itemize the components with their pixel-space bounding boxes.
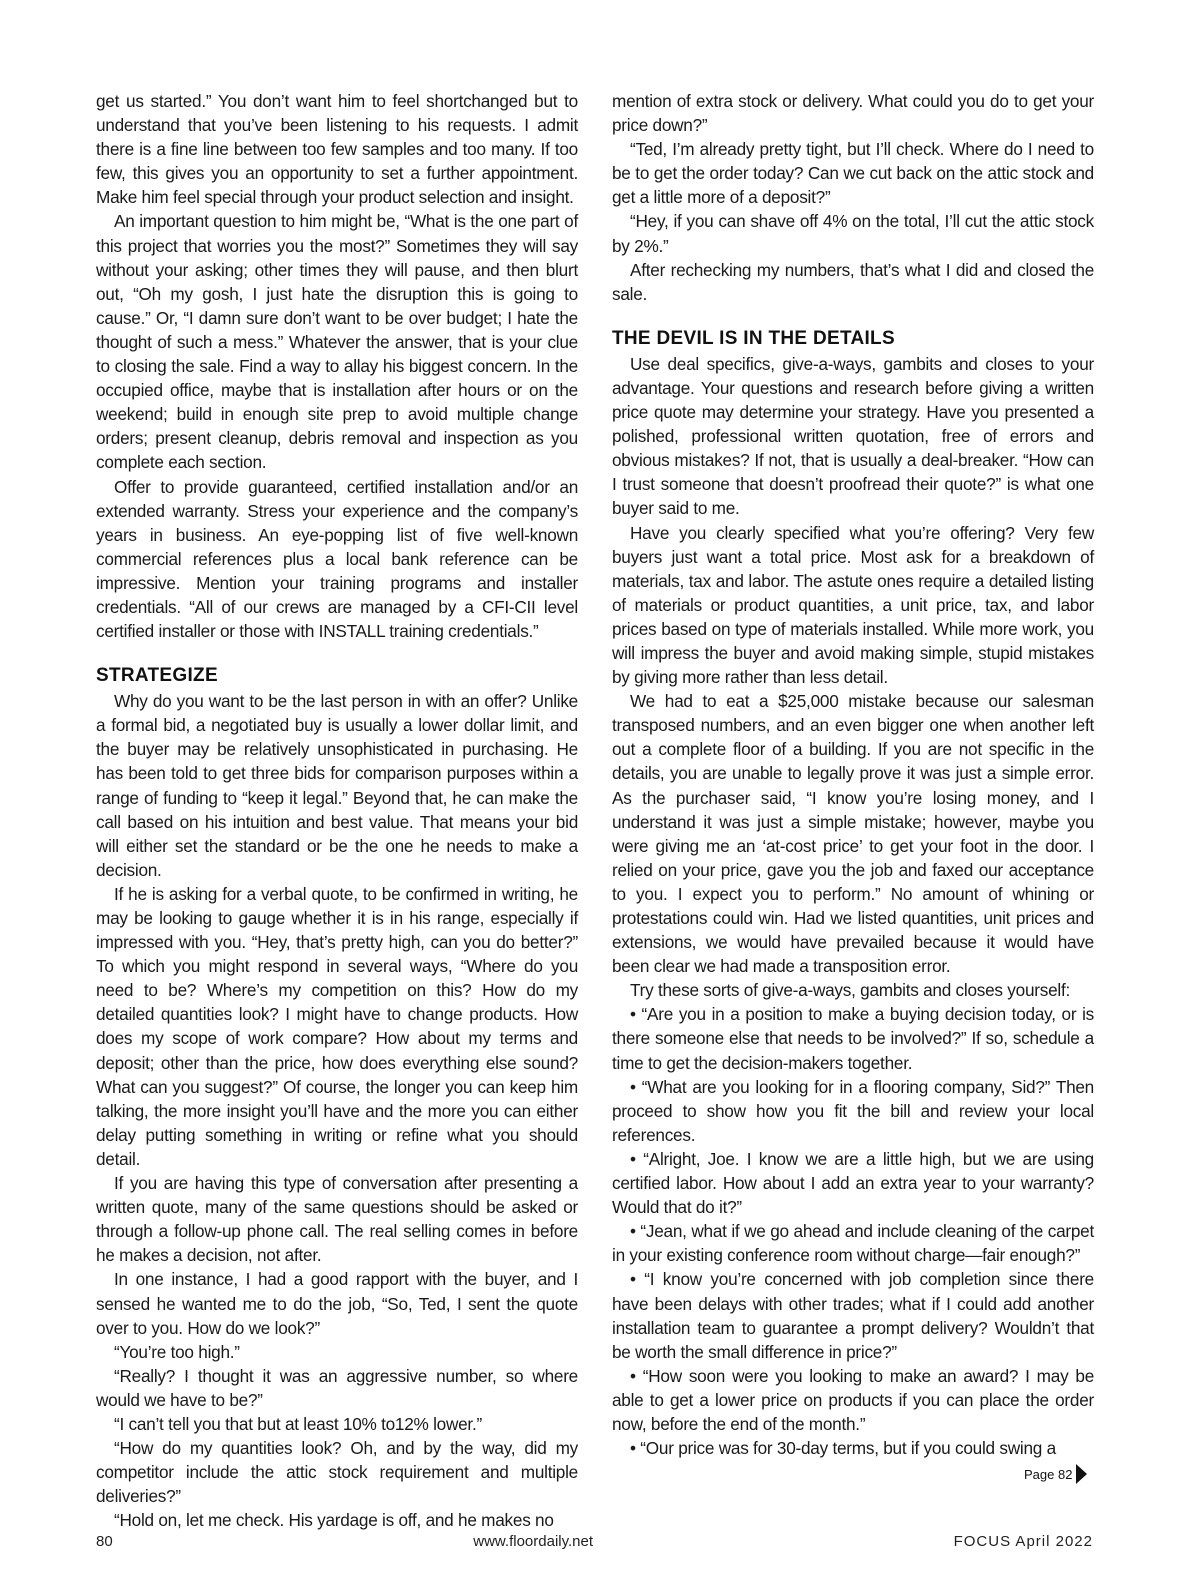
- paragraph: get us started.” You don’t want him to feel shortchanged but to understand that you’ve been listening to his requests. I admit there is a fine line between too few samples and too many. If too few, this gives you an opportunity to set a further appointment. Make him feel special through your product selection and insight.: [96, 91, 578, 208]
- paragraph: Have you clearly specified what you’re offering? Very few buyers just want a total price. Most ask for a breakdown of materials, tax and labor. The astute ones require a detailed listing of materials or product quantities, a unit price, tax, and labor prices based on type of materials installed. While more work, you will impress the buyer and avoid making simple, stupid mistakes by giving more rather than less detail.: [612, 522, 1094, 688]
- section-heading: THE DEVIL IS IN THE DETAILS: [612, 327, 895, 349]
- paragraph: If you are having this type of conversation after presenting a written quote, many of the same questions should be asked or through a follow-up phone call. The real selling comes in before he makes a decision, not after.: [96, 1173, 578, 1266]
- right-column: [612, 89, 1094, 1460]
- paragraph: “Really? I thought it was an aggressive number, so where would we have to be?”: [96, 1365, 578, 1410]
- magazine-issue: FOCUS April 2022: [953, 1533, 1093, 1550]
- paragraph: If he is asking for a verbal quote, to be confirmed in writing, he may be looking to gauge whether it is in his range, especially if impressed with you. “Hey, that’s pretty high, can you do better?” To which you might respond in several ways, “Where do you need to be? Where’s my competition on this? How do my detailed quantities look? I might have to change products. How does my scope of work compare? How about my terms and deposit; other than the price, how does everything else sound? What can you suggest?” Of course, the longer you can keep him talking, the more insight you’ll have and the more you can either delay putting something in writing or refine what you should detail.: [96, 883, 578, 1169]
- paragraph: Why do you want to be the last person in with an offer? Unlike a formal bid, a negotiated buy is usually a lower dollar limit, and the buyer may be relatively unsophisticated in purchasing. He has been told to get three bids for comparison purposes within a range of funding to “keep it legal.” Beyond that, he can make the call based on his intuition and best value. That means your bid will either set the standard or be the one he needs to make a decision.: [96, 691, 578, 880]
- arrow-right-icon: [1076, 1464, 1087, 1484]
- paragraph: “Hold on, let me check. His yardage is off, and he makes no: [114, 1510, 554, 1531]
- paragraph: “I can’t tell you that but at least 10% to12% lower.”: [114, 1413, 482, 1434]
- paragraph: • “What are you looking for in a flooring company, Sid?” Then proceed to show how you fit the bill and review your local references.: [612, 1076, 1094, 1145]
- paragraph: Use deal specifics, give-a-ways, gambits and closes to your advantage. Your questions and research before giving a written price quote may determine your strategy. Have you presented a polished, professional written quotation, free of errors and obvious mistakes? If not, that is usually a deal-breaker. “How can I trust someone that doesn’t proofread their quote?” is what one buyer said to me.: [612, 353, 1094, 519]
- page-number: 80: [96, 1533, 113, 1550]
- paragraph: We had to eat a $25,000 mistake because our salesman transposed numbers, and an even bigger one when another left out a complete floor of a building. If you are not specific in the details, you are unable to legally prove it was just a simple error. As the purchaser said, “I know you’re losing money, and I understand it was just a simple mistake; however, maybe you were giving me an ‘at-cost price’ to get your foot in the door. I relied on your price, gave you the job and faxed our acceptance to you. I expect you to perform.” No amount of whining or protestations could win. Had we listed quantities, unit prices and extensions, we would have prevailed because it would have been clear we had made a transposition error.: [612, 691, 1094, 977]
- paragraph: “Hey, if you can shave off 4% on the total, I’ll cut the attic stock by 2%.”: [612, 211, 1094, 256]
- paragraph: An important question to him might be, “What is the one part of this project that worries you the most?” Sometimes they will say without your asking; other times they will pause, and then blurt out, “Oh my gosh, I just hate the disruption this is going to cause.” Or, “I damn sure don’t want to be over budget; I hate the thought of such a mess.” Whatever the answer, that is your clue to closing the sale. Find a way to allay his biggest concern. In the occupied office, maybe that is installation after hours or on the weekend; build in enough site prep to avoid multiple change orders; present cleanup, debris removal and inspection as you complete each section.: [96, 211, 578, 473]
- page-footer: [96, 1533, 1093, 1550]
- paragraph: • “Jean, what if we go ahead and include cleaning of the carpet in your existing conference room without charge—fair enough?”: [612, 1221, 1094, 1266]
- paragraph: After rechecking my numbers, that’s what I did and closed the sale.: [612, 259, 1094, 304]
- paragraph: • “How soon were you looking to make an award? I may be able to get a lower price on products if you can place the order now, before the end of the month.”: [612, 1365, 1094, 1434]
- paragraph: “Ted, I’m already pretty tight, but I’ll check. Where do I need to be to get the order today? Can we cut back on the attic stock and get a little more of a deposit?”: [612, 139, 1094, 208]
- paragraph: • “I know you’re concerned with job completion since there have been delays with other trades; what if I could add another installation team to guarantee a prompt delivery? Wouldn’t that be worth the small difference in price?”: [612, 1269, 1094, 1362]
- left-column: [96, 89, 578, 1532]
- paragraph: mention of extra stock or delivery. What could you do to get your price down?”: [612, 91, 1094, 136]
- paragraph: “How do my quantities look? Oh, and by the way, did my competitor include the attic stock requirement and multiple deliveries?”: [96, 1438, 578, 1507]
- website-url[interactable]: www.floordaily.net: [473, 1533, 594, 1550]
- paragraph: Offer to provide guaranteed, certified installation and/or an extended warranty. Stress your experience and the company’s years in business. An eye-popping list of five well-known commercial references plus a local bank reference can be impressive. Mention your training programs and installer credentials. “All of our crews are managed by a CFI-CII level certified installer or those with INSTALL training credentials.”: [96, 476, 578, 642]
- continued-on-page[interactable]: [1024, 1464, 1087, 1484]
- continued-label: Page 82: [1024, 1466, 1073, 1482]
- section-heading: STRATEGIZE: [96, 665, 218, 687]
- paragraph: • “Are you in a position to make a buying decision today, or is there someone else that needs to be involved?” If so, schedule a time to get the decision-makers together.: [612, 1004, 1094, 1073]
- paragraph: • “Our price was for 30-day terms, but if you could swing a: [630, 1438, 1056, 1459]
- paragraph: “You’re too high.”: [114, 1341, 240, 1362]
- paragraph: In one instance, I had a good rapport with the buyer, and I sensed he wanted me to do the job, “So, Ted, I sent the quote over to you. How do we look?”: [96, 1269, 578, 1338]
- paragraph: • “Alright, Joe. I know we are a little high, but we are using certified labor. How about I add an extra year to your warranty? Would that do it?”: [612, 1148, 1094, 1218]
- paragraph: Try these sorts of give-a-ways, gambits and closes yourself:: [630, 980, 1071, 1001]
